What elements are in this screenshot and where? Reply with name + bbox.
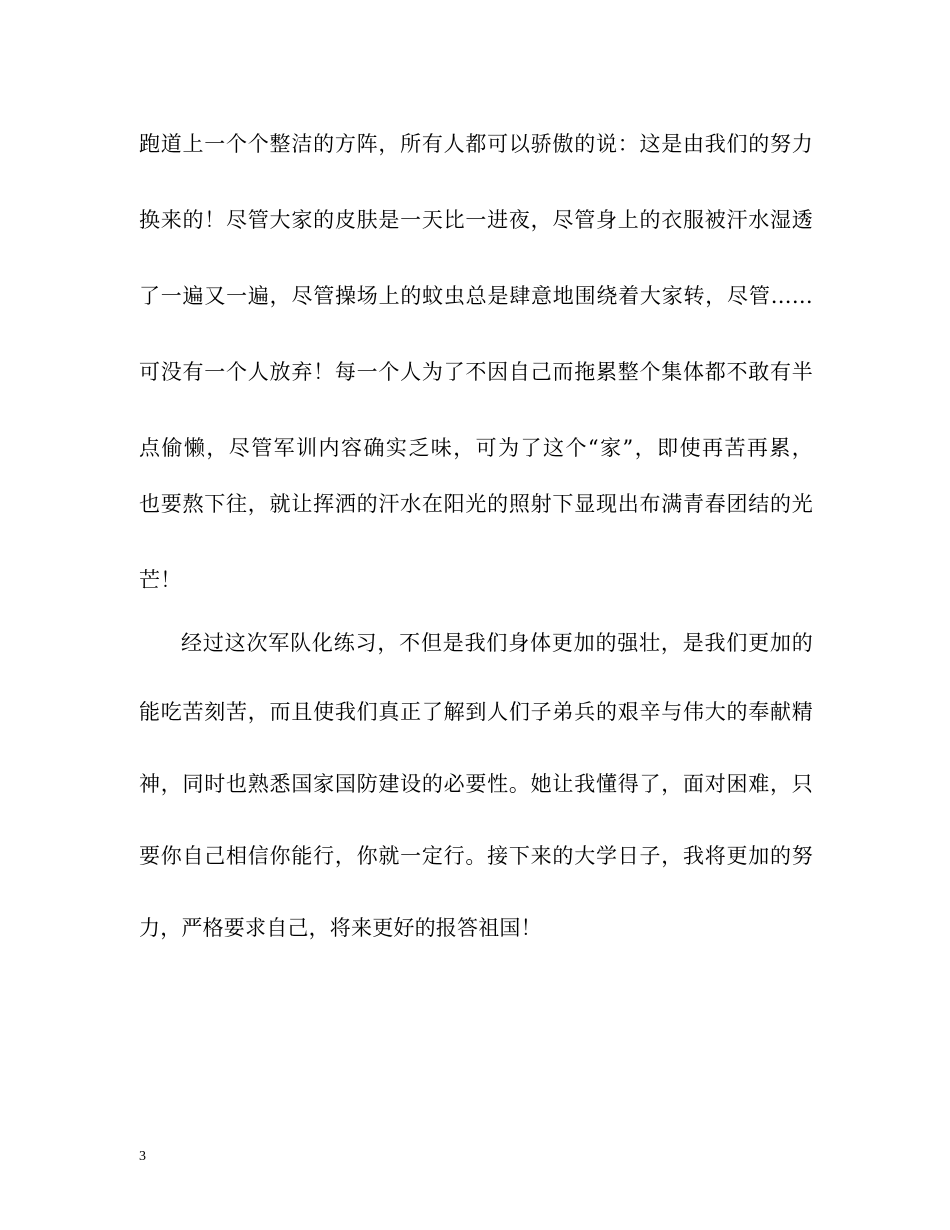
paragraph-2-line-3: 神，同时也熟悉国家国防建设的必要性。她让我懂得了，面对困难，只	[139, 772, 813, 796]
paragraph-1-line-6: 也要熬下往，就让挥洒的汗水在阳光的照射下显现出布满青春团结的光	[139, 492, 813, 516]
paragraph-2-line-5: 力，严格要求自己，将来更好的报答祖国！	[139, 916, 542, 940]
paragraph-2-line-2: 能吃苦刻苦，而且使我们真正了解到人们子弟兵的艰辛与伟大的奉献精	[139, 700, 813, 724]
paragraph-2-line-4: 要你自己相信你能行，你就一定行。接下来的大学日子，我将更加的努	[139, 844, 813, 868]
page-number: 3	[139, 1149, 146, 1164]
paragraph-1-line-3: 了一遍又一遍，尽管操场上的蚊虫总是肆意地围绕着大家转，尽管……	[139, 284, 813, 308]
paragraph-1-line-4: 可没有一个人放弃！每一个人为了不因自己而拖累整个集体都不敢有半	[139, 360, 813, 384]
paragraph-1-line-2: 换来的！尽管大家的皮肤是一天比一进夜，尽管身上的衣服被汗水湿透	[139, 208, 813, 232]
paragraph-2-line-1: 经过这次军队化练习，不但是我们身体更加的强壮，是我们更加的	[181, 631, 813, 655]
paragraph-1-line-7: 芒！	[139, 568, 182, 592]
paragraph-1-line-1: 跑道上一个个整洁的方阵，所有人都可以骄傲的说：这是由我们的努力	[139, 132, 813, 156]
paragraph-1-line-5: 点偷懒，尽管军训内容确实乏味，可为了这个“家”，即使再苦再累，	[139, 436, 813, 460]
